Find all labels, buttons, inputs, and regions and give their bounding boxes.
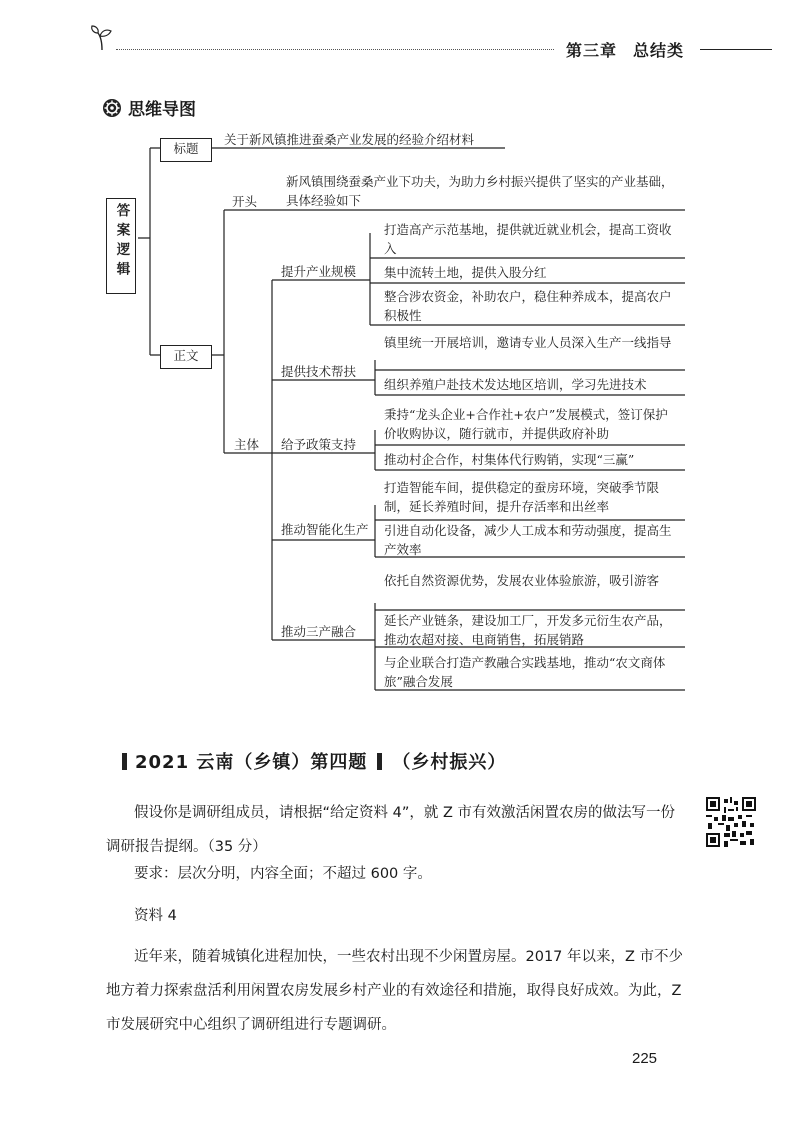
gear-badge-icon	[102, 98, 122, 118]
title-branch-node	[160, 138, 212, 162]
body-branch-node	[160, 345, 212, 369]
category-label: 总结类	[633, 41, 685, 60]
sprout-icon	[88, 24, 116, 52]
group-label: 提升产业规模	[281, 264, 357, 279]
page-number: 225	[632, 1050, 658, 1067]
material-text: 近年来，随着城镇化进程加快，一些农村出现不少闲置房屋。2017 年以来，Z 市不少地方着力探索盘活利用闲置农房发展乡村产业的有效途径和措施，取得良好成效。为此，Z 市发展研究中心组织了调研组进行专题调研。	[106, 949, 684, 1033]
header-dotted-rule	[116, 49, 554, 50]
title-branch-label: 标题	[173, 141, 199, 156]
main-label: 主体	[234, 437, 260, 452]
question-heading	[122, 748, 506, 774]
group-item: 镇里统一开展培训，邀请专业人员深入生产一线指导	[384, 335, 672, 350]
group-label: 推动三产融合	[281, 624, 357, 639]
question-topic: （乡村振兴）	[392, 752, 507, 773]
question-source: 2021 云南（乡镇）第四题	[135, 752, 368, 773]
qr-code-icon	[706, 797, 756, 847]
chapter-header	[566, 38, 684, 61]
group-item: 秉持“龙头企业+合作社+农户”发展模式，签订保护价收购协议，随行就市，并提供政府补助	[384, 407, 668, 441]
group-item: 延长产业链条，建设加工厂，开发多元衍生农产品，推动农超对接、电商销售，拓展销路	[384, 613, 672, 647]
intro-text: 新风镇围绕蚕桑产业下功夫，为助力乡村振兴提供了坚实的产业基础，具体经验如下	[286, 174, 674, 208]
chapter-label: 第三章	[566, 41, 618, 60]
mindmap-title: 思维导图	[128, 100, 196, 120]
group-label: 给予政策支持	[281, 437, 357, 452]
group-item: 整合涉农资金，补助农户，稳住种养成本，提高农户积极性	[384, 289, 672, 323]
group-item: 推动村企合作，村集体代行购销，实现“三赢”	[384, 452, 635, 467]
intro-label: 开头	[232, 194, 258, 209]
question-requirement: 要求：层次分明，内容全面；不超过 600 字。	[134, 866, 432, 882]
group-item: 与企业联合打造产教融合实践基地，推动“农文商体旅”融合发展	[384, 655, 666, 689]
mindmap-root-node	[106, 198, 136, 294]
group-label: 提供技术帮扶	[281, 364, 357, 379]
group-item: 打造高产示范基地，提供就近就业机会，提高工资收入	[384, 222, 672, 256]
group-item: 引进自动化设备，减少人工成本和劳动强度，提高生产效率	[384, 523, 672, 557]
heading-bar-right	[377, 753, 382, 770]
title-branch-text: 关于新风镇推进蚕桑产业发展的经验介绍材料	[224, 132, 475, 147]
body-branch-label: 正文	[173, 348, 199, 363]
heading-bar-left	[122, 753, 127, 770]
header-solid-rule	[700, 49, 772, 50]
group-item: 打造智能车间，提供稳定的蚕房环境，突破季节限制，延长养殖时间，提升存活率和出丝率	[384, 480, 660, 514]
group-item: 集中流转土地，提供入股分红	[384, 265, 547, 280]
root-label: 答案逻辑	[113, 203, 130, 281]
question-prompt: 假设你是调研组成员，请根据“给定资料 4”，就 Z 市有效激活闲置农房的做法写一份调研报告提纲。（35 分）	[106, 805, 676, 855]
group-label: 推动智能化生产	[281, 522, 369, 537]
mindmap-section-title	[102, 95, 196, 120]
group-item: 组织养殖户赴技术发达地区培训，学习先进技术	[384, 377, 647, 392]
material-label: 资料 4	[134, 908, 177, 924]
group-item: 依托自然资源优势，发展农业体验旅游，吸引游客	[384, 573, 660, 588]
